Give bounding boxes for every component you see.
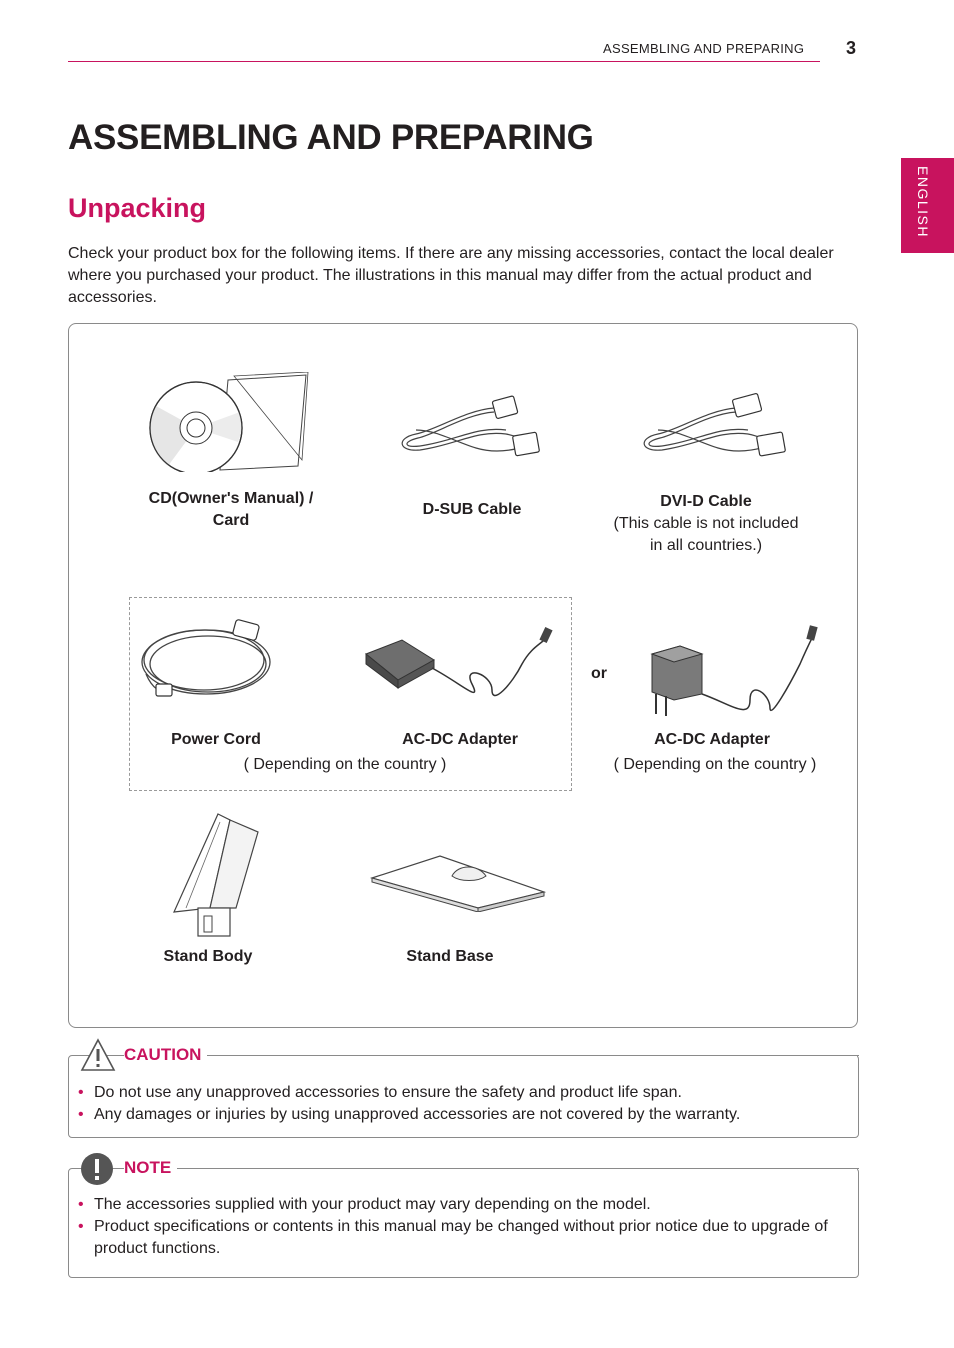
note-bullet: • Product specifications or contents in this manual may be changed without prior notice due to upgrade of product functions.	[68, 1216, 848, 1260]
stand-base-label	[380, 946, 520, 968]
adapter2-country-note: ( Depending on the country )	[613, 756, 817, 773]
dvid-name: DVI-D Cable	[660, 493, 752, 510]
adapter-name: AC-DC Adapter	[402, 731, 518, 748]
caution-list	[68, 1082, 858, 1126]
stand-body-label	[138, 946, 278, 968]
header-rule	[68, 61, 820, 62]
or-label: or	[591, 665, 607, 682]
ac-dc-adapter-illustration	[362, 624, 562, 714]
dvid-note-line1: (This cable is not included	[613, 515, 799, 532]
caution-title: CAUTION	[124, 1045, 207, 1065]
power-cord-name: Power Cord	[171, 731, 261, 748]
note-list	[68, 1194, 848, 1260]
stand-base-name: Stand Base	[406, 948, 494, 965]
caution-bullet: • Any damages or injuries by using unapproved accessories are not covered by the warranty.	[68, 1104, 858, 1126]
note-title: NOTE	[124, 1158, 177, 1178]
caution-bullet: • Do not use any unapproved accessories to ensure the safety and product life span.	[68, 1082, 858, 1104]
cd-card-label	[131, 488, 331, 532]
dsub-label	[380, 499, 564, 521]
adapter-label	[380, 729, 540, 751]
dvid-label	[596, 491, 816, 557]
cd-card-illustration	[148, 372, 310, 472]
language-tab	[901, 158, 954, 253]
dvid-note-line2: in all countries.)	[649, 537, 763, 554]
caution-border-mask	[112, 1056, 857, 1057]
note-border-mask	[112, 1169, 857, 1170]
note-exclamation-icon	[80, 1152, 114, 1186]
note-top-rule	[184, 1168, 859, 1169]
page-title: ASSEMBLING AND PREPARING	[68, 118, 594, 157]
power-cord-label	[146, 729, 286, 751]
page-number: 3	[846, 38, 857, 58]
running-header: ASSEMBLING AND PREPARING	[603, 41, 805, 56]
dvid-cable-illustration	[638, 390, 790, 468]
cd-card-name-line2: Card	[212, 512, 250, 529]
warning-triangle-icon	[80, 1038, 116, 1072]
caution-top-rule	[216, 1055, 859, 1056]
adapter2-label	[612, 729, 812, 751]
power-cord-illustration	[138, 618, 280, 702]
group-country-note: ( Depending on the country )	[243, 756, 447, 773]
stand-body-illustration	[170, 812, 262, 948]
section-title: Unpacking	[68, 193, 207, 223]
dsub-name: D-SUB Cable	[422, 501, 522, 518]
intro-paragraph: Check your product box for the following items. If there are any missing accessories, contact the local dealer where you purchased your product. The illustrations in this manual may differ from the actual product and accessories.	[68, 245, 834, 306]
ac-dc-adapter-wall-illustration	[640, 624, 830, 724]
adapter2-name: AC-DC Adapter	[654, 731, 770, 748]
stand-base-illustration	[368, 852, 548, 912]
stand-body-name: Stand Body	[163, 948, 253, 965]
cd-card-name-line1: CD(Owner's Manual) /	[148, 490, 314, 507]
dsub-cable-illustration	[396, 390, 548, 468]
note-bullet: • The accessories supplied with your product may vary depending on the model.	[68, 1194, 848, 1216]
language-tab-label: ENGLISH	[915, 166, 931, 238]
